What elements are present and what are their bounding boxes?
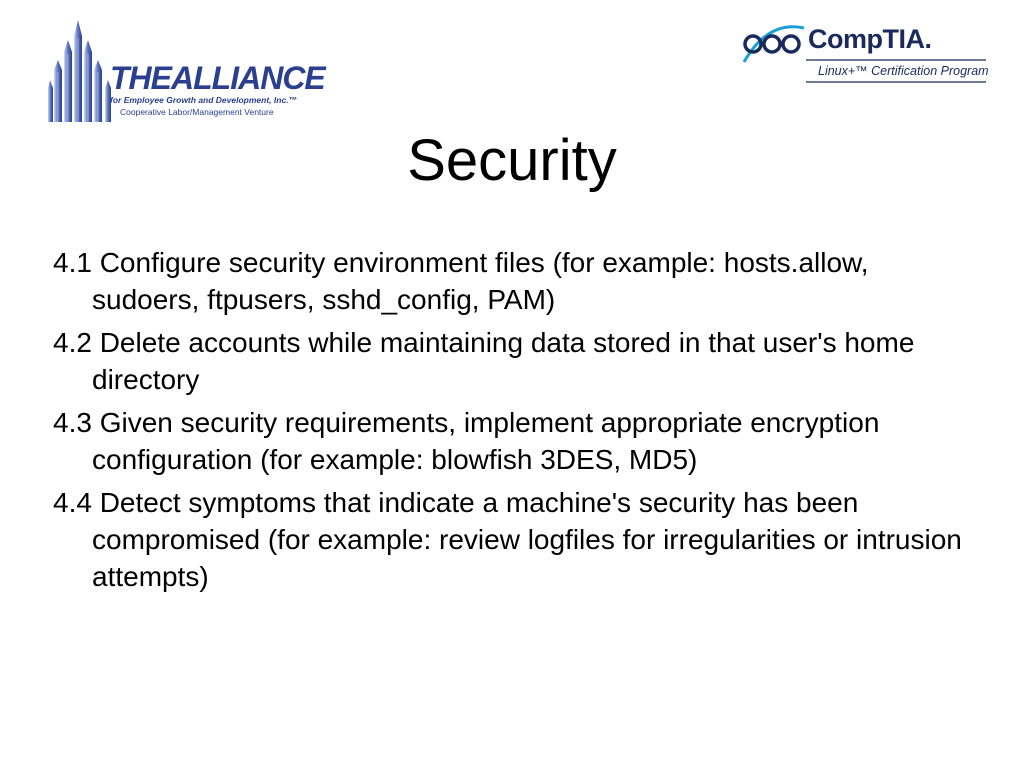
comptia-logo <box>738 18 988 90</box>
the-alliance-logo <box>48 18 325 124</box>
list-item: 4.3 Given security requirements, implement appropriate encryption configuration (for example: blowfish 3DES, MD5) <box>53 407 880 475</box>
objectives-list <box>53 244 973 601</box>
slide-title: Security <box>407 128 617 193</box>
alliance-logo-name: THEALLIANCE <box>110 60 325 96</box>
list-item: 4.4 Detect symptoms that indicate a machine's security has been compromised (for example: review logfiles for irregularities or intrusion attempts) <box>53 487 962 592</box>
building-towers-icon <box>48 18 118 124</box>
comptia-logo-tagline: Linux+™ Certification Program <box>818 64 989 78</box>
list-item: 4.2 Delete accounts while maintaining data stored in that user's home directory <box>53 327 915 395</box>
list-item: 4.1 Configure security environment files (for example: hosts.allow, sudoers, ftpusers, sshd_config, PAM) <box>53 247 869 315</box>
alliance-logo-line1: for Employee Growth and Development, Inc.™ <box>110 95 298 105</box>
alliance-logo-line2: Cooperative Labor/Management Venture <box>120 107 274 117</box>
comptia-logo-name: CompTIA. <box>808 24 932 54</box>
